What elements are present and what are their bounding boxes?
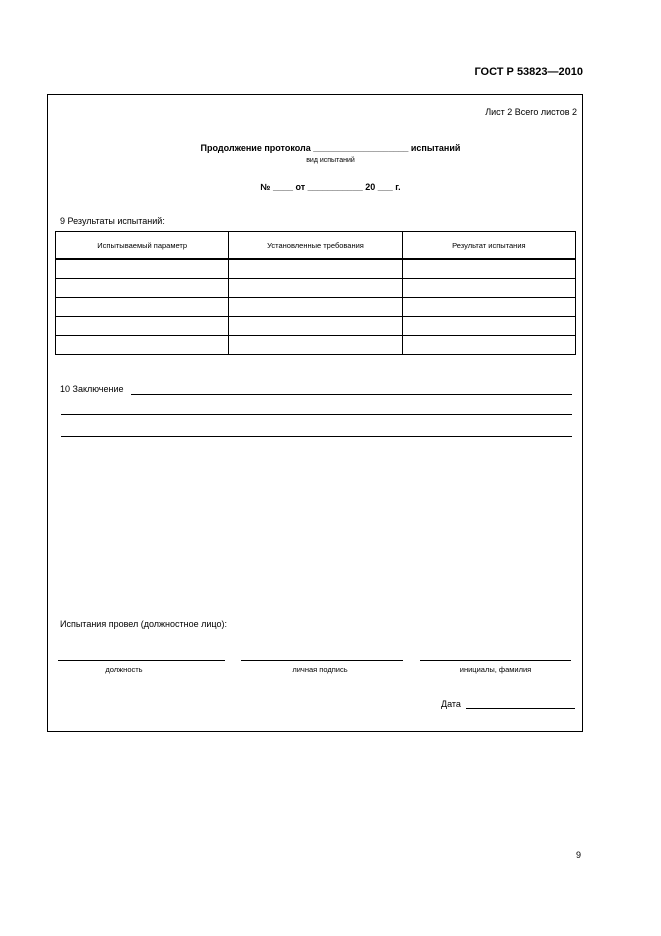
conclusion-label: 10 Заключение xyxy=(60,384,124,394)
column-header-requirements: Установленные требования xyxy=(229,232,402,260)
page-number: 9 xyxy=(575,850,581,860)
table-row xyxy=(56,279,576,298)
conclusion-line-3 xyxy=(61,436,572,437)
continuation-suffix: испытаний xyxy=(410,143,461,153)
table-row xyxy=(56,317,576,336)
test-kind-blank: ___________________ xyxy=(313,143,409,153)
table-cell xyxy=(402,317,575,336)
table-cell xyxy=(56,298,229,317)
table-cell xyxy=(402,298,575,317)
date-label: Дата xyxy=(441,699,461,709)
column-header-result: Результат испытания xyxy=(402,232,575,260)
table-row xyxy=(56,298,576,317)
table-cell xyxy=(56,336,229,355)
table-cell xyxy=(402,259,575,279)
results-table xyxy=(55,231,576,355)
table-cell xyxy=(56,259,229,279)
table-cell xyxy=(229,279,402,298)
position-signature-line xyxy=(58,660,225,661)
protocol-continuation-title xyxy=(0,143,661,153)
table-cell xyxy=(56,279,229,298)
initials-surname-label: инициалы, фамилия xyxy=(459,665,532,674)
protocol-number-line: № ____ от ___________ 20 ___ г. xyxy=(260,182,401,192)
personal-signature-label: личная подпись xyxy=(292,665,348,674)
date-line xyxy=(466,708,575,709)
table-cell xyxy=(229,336,402,355)
name-signature-line xyxy=(420,660,571,661)
table-cell xyxy=(229,259,402,279)
conclusion-line-2 xyxy=(61,414,572,415)
continuation-prefix: Продолжение протокола xyxy=(200,143,311,153)
table-cell xyxy=(229,298,402,317)
table-cell xyxy=(402,279,575,298)
standard-header: ГОСТ Р 53823—2010 xyxy=(474,66,583,78)
results-header-row xyxy=(56,232,576,260)
results-title: 9 Результаты испытаний: xyxy=(60,216,165,226)
table-cell xyxy=(56,317,229,336)
position-label: должность xyxy=(105,665,143,674)
table-row xyxy=(56,336,576,355)
table-cell xyxy=(402,336,575,355)
column-header-parameter: Испытываемый параметр xyxy=(56,232,229,260)
sheet-info: Лист 2 Всего листов 2 xyxy=(485,107,577,117)
table-cell xyxy=(229,317,402,336)
signature-title: Испытания провел (должностное лицо): xyxy=(60,619,227,629)
table-row xyxy=(56,259,576,279)
personal-signature-line xyxy=(241,660,403,661)
test-kind-caption: вид испытаний xyxy=(306,157,355,164)
conclusion-line-1 xyxy=(131,394,572,395)
